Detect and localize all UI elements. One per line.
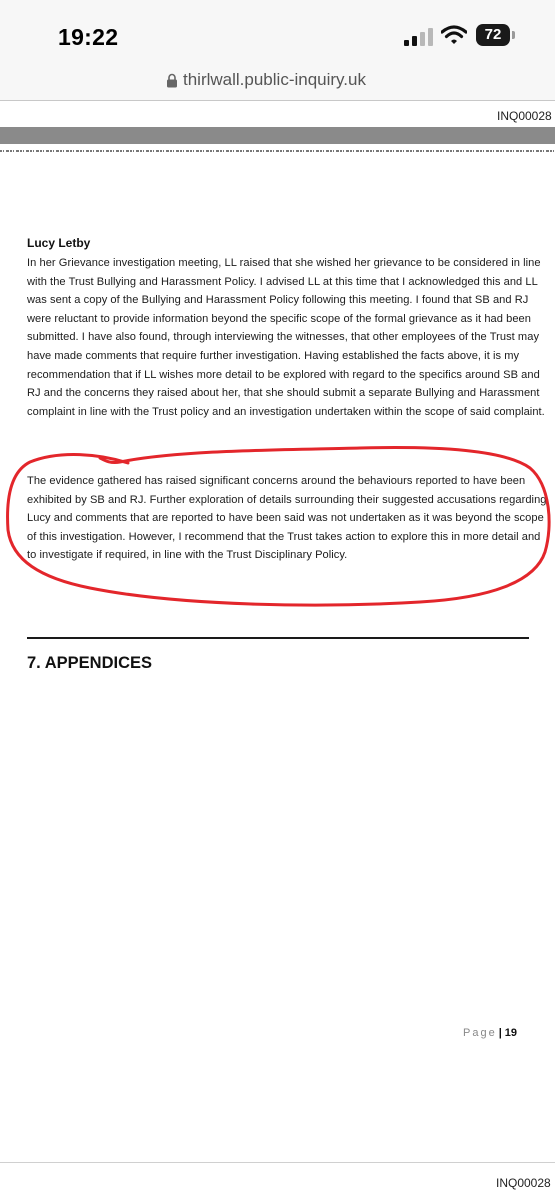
paragraph-grievance: In her Grievance investigation meeting, LL raised that she wished her grievance to be considered in line with the Trust Bullying and Harassment Policy. I advised LL at this time that I acknowledged this and LL was sent a copy of the Bullying and Harassment Policy following this meeting. I found that SB and RJ were reluctant to provide information beyond the specific scope of the formal grievance as it had been submitted. I have also found, through interviewing the witnesses, that other employees of the Trust may have made comments that require further investigation. Having established the facts above, it is my recommendation that if LL wishes more detail to be explored with regard to the specifics around SB and RJ and the concerns they raised about her, that she should submit a separate Bullying and Harassment complaint in line with the Trust policy and an investigation undertaken within the scope of said complaint.	[27, 257, 545, 418]
battery-icon	[476, 24, 516, 46]
lock-icon	[166, 73, 178, 88]
signal-icon	[404, 28, 434, 46]
section-heading: Lucy Letby	[27, 236, 91, 250]
page-header-bar	[0, 127, 555, 144]
url-text[interactable]: thirlwall.public-inquiry.uk	[183, 70, 366, 89]
scan-artifact-line	[0, 148, 555, 154]
document-id-top: INQ00028	[497, 109, 552, 123]
page-number: 19	[504, 1027, 518, 1039]
page-label: Page	[463, 1027, 497, 1039]
page-footer	[463, 1027, 517, 1039]
battery-cap	[512, 31, 515, 39]
section-divider	[27, 637, 529, 639]
wifi-icon	[441, 25, 467, 45]
battery-level: 72	[476, 24, 510, 46]
page-bottom-divider	[0, 1162, 555, 1163]
appendices-heading: 7. APPENDICES	[27, 654, 153, 672]
paragraph-evidence: The evidence gathered has raised significant concerns around the behaviours reported to have been exhibited by SB and RJ. Further exploration of details surrounding their suggested accusations regarding Lucy and comments that are reported to have been said was not undertaken as it was beyond the scope of this investigation. However, I recommend that the Trust takes action to explore this in more detail and to investigate if required, in line with the Trust Disciplinary Policy.	[27, 475, 547, 562]
document-id-bottom: INQ00028	[496, 1176, 551, 1190]
top-divider	[0, 100, 555, 101]
page-separator: |	[498, 1027, 502, 1039]
status-time: 19:22	[58, 24, 119, 50]
